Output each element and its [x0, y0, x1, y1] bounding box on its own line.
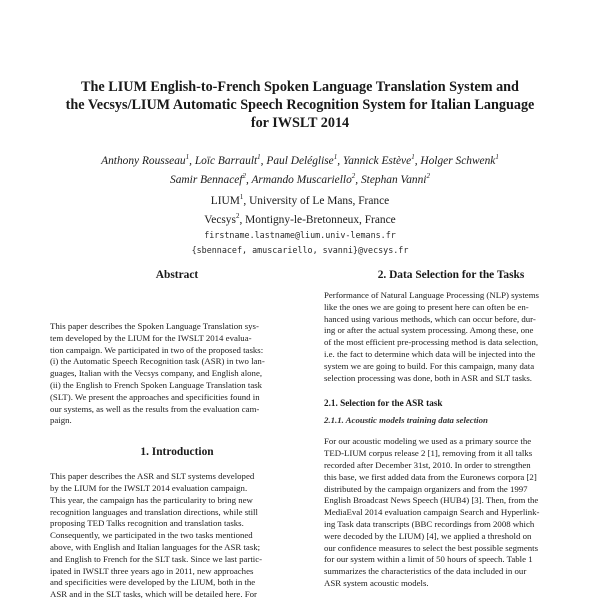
- email-vecsys: {sbennacef, amuscariello, svanni}@vecsys.fr: [191, 244, 409, 255]
- title-line: The LIUM English-to-French Spoken Language Translation System and: [81, 79, 519, 95]
- author-name: Samir Bennacef: [170, 173, 243, 186]
- text-line: for our system within a limit of 50 hours of speech. Table 1: [324, 554, 533, 565]
- text-line: (SLT). We present the approaches and specificities found in: [50, 391, 260, 402]
- text-line: like the ones we are going to present here can often be en-: [324, 301, 529, 312]
- text-line: TED-LIUM corpus release 2 [1], removing from it all talks: [324, 448, 533, 459]
- text-line: proposing TED Talks recognition and translation tasks.: [50, 518, 244, 529]
- text-line: For our acoustic modeling we used as a primary source the: [324, 436, 532, 447]
- introduction-body: [50, 471, 304, 601]
- text-line: were decoded by the LIUM) [4], we applied a threshold on: [324, 530, 532, 541]
- author-list: [40, 150, 560, 188]
- email-lium: firstname.lastname@lium.univ-lemans.fr: [204, 229, 396, 240]
- text-line: MediaEval 2014 evaluation campaign Search and Hyperlink-: [324, 507, 540, 518]
- title-line: the Vecsys/LIUM Automatic Speech Recognition System for Italian Language: [65, 97, 535, 113]
- text-line: Consequently, we participated in the two tasks mentioned: [50, 530, 253, 541]
- author-affiliation-mark: 2: [426, 171, 430, 180]
- text-line: this base, we first added data from the Euronews corpora [2]: [324, 471, 537, 482]
- affiliation-mark: 2: [235, 211, 240, 220]
- text-line: by the LIUM for the IWSLT 2014 evaluation campaign.: [50, 482, 248, 493]
- data-selection-body: [324, 290, 578, 384]
- author-name: Loïc Barrault: [194, 154, 258, 167]
- data-selection-heading: 2. Data Selection for the Tasks: [377, 269, 525, 281]
- text-line: tion campaign. We participated in two of the proposed tasks:: [50, 344, 264, 355]
- text-line: paign.: [50, 415, 72, 426]
- text-line: of the most efficient pre-processing method is data selection,: [324, 337, 539, 348]
- author-name: Armando Muscariello: [251, 173, 352, 186]
- text-line: ipated in IWSLT three years ago in 2011, new approaches: [50, 565, 254, 576]
- text-line: This paper describes the Spoken Language Translation sys-: [50, 321, 259, 331]
- subsection-heading: 2.1. Selection for the ASR task: [324, 398, 443, 409]
- abstract-body: [50, 321, 304, 427]
- author-name: Holger Schwenk: [420, 154, 496, 167]
- author-affiliation-mark: 1: [185, 153, 190, 161]
- text-line: our confidence measures to select the best possible segments: [324, 542, 538, 553]
- author-affiliation-mark: 2: [242, 171, 246, 180]
- author-name: Anthony Rousseau: [101, 154, 186, 167]
- text-line: tem developed by the LIUM for the IWSLT 2014 evalua-: [50, 332, 252, 343]
- subsubsection-heading: 2.1.1. Acoustic models training data selection: [324, 415, 488, 426]
- author-line: Anthony Rousseau$^1$, Loïc Barrault$^1$, Paul Deléglise$^1$, Yannick Estève$^1$, Holger Schwenk$^1$: [101, 153, 499, 167]
- text-line: summarizes the characteristics of the data included in our: [324, 566, 527, 577]
- affiliation-location: , Montigny-le-Bretonneux, France: [239, 213, 396, 226]
- author-affiliation-mark: 2: [351, 171, 356, 180]
- text-line: distributed by the campaign organizers and from the 1997: [324, 483, 528, 494]
- text-line: This paper describes the ASR and SLT systems developed: [50, 471, 255, 482]
- affiliation-mark: 1: [239, 193, 244, 201]
- affiliation-name: LIUM: [210, 194, 240, 207]
- text-line: and specificities were developed by the LIUM, both in the: [50, 577, 256, 588]
- affiliation-location: , University of Le Mans, France: [243, 194, 390, 207]
- text-line: Performance of Natural Language Processing (NLP) systems: [324, 290, 539, 300]
- author-name: Yannick Estève: [342, 154, 412, 167]
- introduction-heading: 1. Introduction: [140, 446, 214, 459]
- text-line: system we are going to build. For this campaign, many data: [324, 360, 535, 371]
- text-line: English Broadcast News Speech (HUB4) [3]. Then, from the: [324, 495, 539, 506]
- author-line: Samir Bennacef$^2$, Armando Muscariello$^2$, Stephan Vanni$^2$: [170, 171, 430, 186]
- text-line: ASR system acoustic models.: [324, 577, 429, 588]
- affiliations: [40, 190, 560, 258]
- text-line: recognition languages and translation directions, while still: [50, 506, 258, 517]
- text-line: and English to French for the SLT task. Since we last partic-: [50, 553, 263, 564]
- text-line: guages, Italian with the Vecsys company, and English alone,: [50, 368, 263, 379]
- text-line: i.e. the fact to determine which data will be injected into the: [324, 348, 536, 359]
- text-line: This year, the campaign has the particularity to bring new: [50, 494, 253, 505]
- left-column: [50, 268, 304, 601]
- right-column: [324, 268, 578, 590]
- author-affiliation-mark: 1: [411, 153, 415, 161]
- author-affiliation-mark: 1: [333, 153, 338, 161]
- text-line: our systems, as well as the results from the evaluation cam-: [50, 403, 260, 414]
- text-line: ing or after the actual system processing. Among these, one: [324, 325, 534, 336]
- text-line: ASR and in the SLT tasks, which will be detailed here. For: [50, 589, 257, 600]
- abstract-heading: Abstract: [155, 269, 199, 281]
- text-line: hanced using various methods, which can occur before, dur-: [324, 313, 536, 324]
- text-line: ing Task data transcripts (BBC recordings from 2008 which: [324, 518, 535, 529]
- affiliation-lium: [40, 190, 560, 209]
- affiliation-name: Vecsys: [204, 213, 236, 226]
- text-line: (i) the Automatic Speech Recognition task (ASR) in two lan-: [50, 356, 265, 367]
- author-affiliation-mark: 1: [257, 153, 261, 161]
- author-affiliation-mark: 1: [495, 153, 499, 161]
- author-name: Stephan Vanni: [360, 173, 427, 186]
- text-line: selection processing was done, both in ASR and SLT tasks.: [324, 372, 532, 383]
- affiliation-vecsys: [40, 209, 560, 228]
- author-name: Paul Deléglise: [266, 154, 334, 167]
- text-line: recorded after December 31st, 2010. In order to strengthen: [324, 459, 531, 470]
- acoustic-models-body: [324, 436, 578, 589]
- title-line: for IWSLT 2014: [250, 115, 350, 131]
- paper-title: [40, 78, 560, 132]
- text-line: above, with English and Italian languages for the ASR task;: [50, 541, 261, 552]
- text-line: (ii) the English to French Spoken Language Translation task: [50, 379, 263, 390]
